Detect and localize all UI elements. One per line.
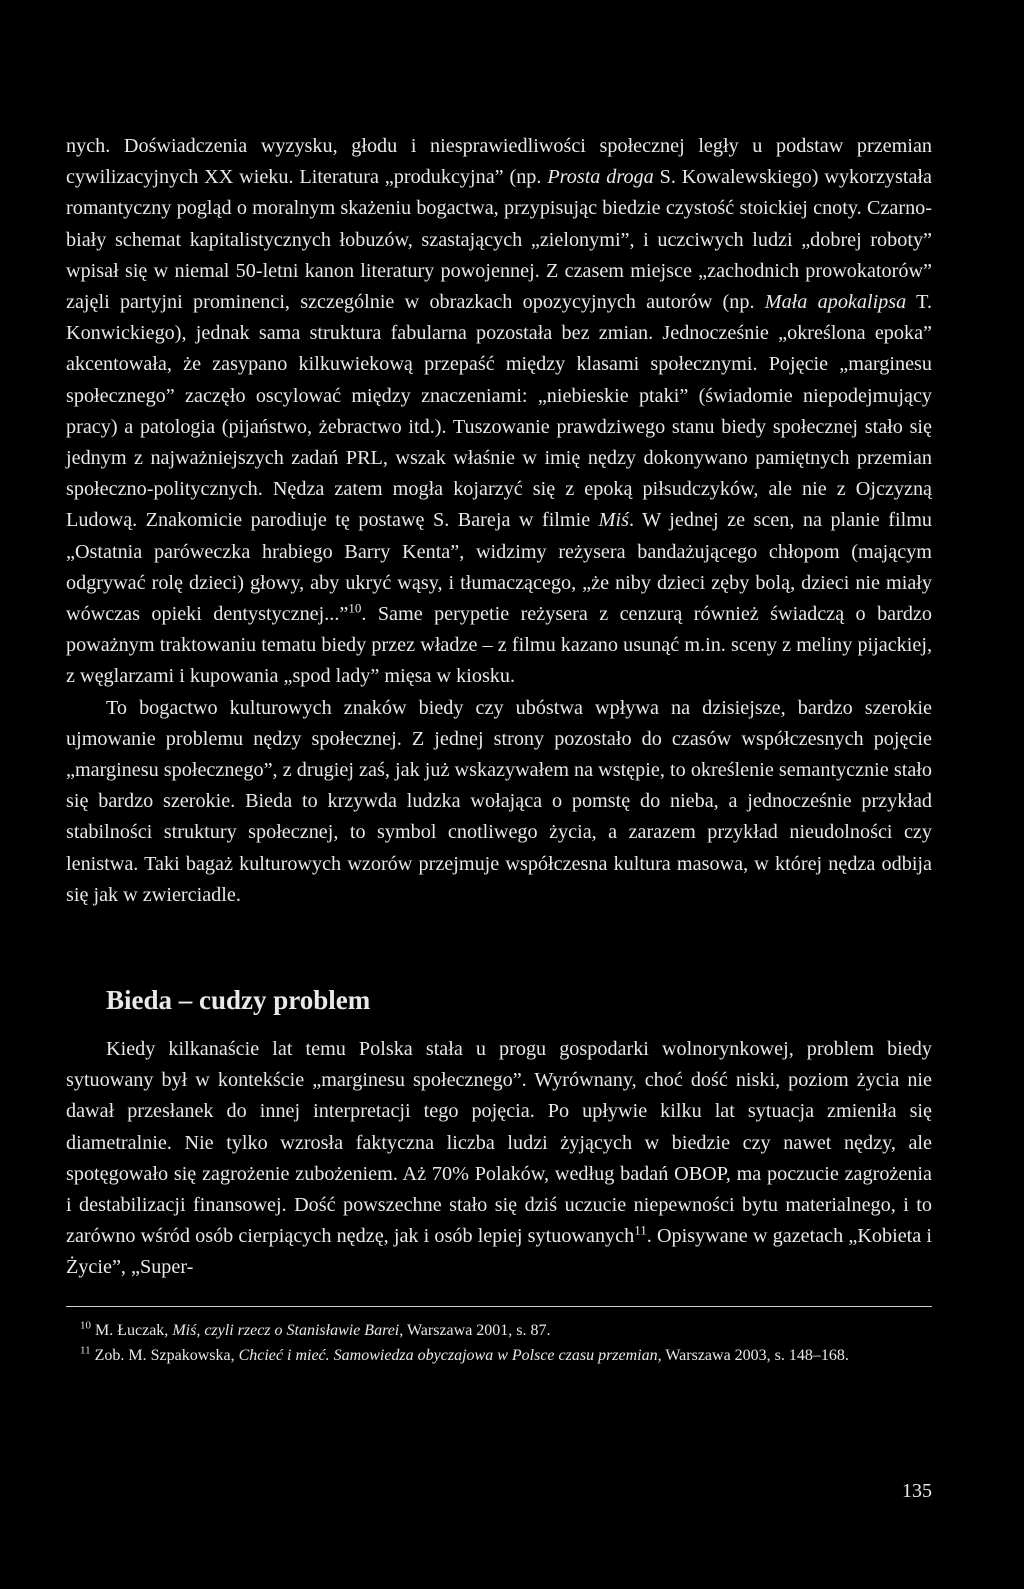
footnote-divider bbox=[66, 1306, 932, 1307]
italic-title: Mała apokalipsa bbox=[764, 291, 907, 314]
section-paragraph bbox=[66, 1034, 932, 1284]
text-run: To bogactwo kulturowych znaków biedy czy ubóstwa wpływa na dzisiejsze, bardzo szerokie ujmowanie problemu nędzy społecznej. Z jednej strony pozostało do czasów współczesnych pojęcie „marginesu społecznego”, z drugiej zaś, jak już wskazywałem na wstępie, to określenie semantycznie stało się bardzo szerokie. Bieda to krzywda ludzka wołająca o pomstę do nieba, a jednocześnie przykład stabilności struktury społecznej, to symbol cnotliwego życia, a zarazem przykład nieudolności czy lenistwa. Taki bagaż kulturowych wzorów przejmuje współczesna kultura masowa, w której nędza odbija się jak w zwierciadle. bbox=[66, 696, 932, 906]
paragraph bbox=[66, 131, 932, 693]
text-run: S. Kowalewskiego) wykorzystała romantyczny pogląd o moralnym skażeniu bogactwa, przypisując biedzie czystość stoickiej cnoty. Czarno-biały schemat kapitalistycznych łobuzów, szastających „zielonymi”, i uczciwych ludzi „dobrej roboty” wpisał się w niemal 50-letni kanon literatury powojennej. Z czasem miejsce „zachodnich prowokatorów” zajęli partyjni prominenci, szczególnie w obrazkach opozycyjnych autorów (np. bbox=[66, 166, 933, 314]
footnote bbox=[80, 1318, 932, 1343]
footnote-ref: 11 bbox=[634, 1222, 647, 1238]
footnote-ref: 10 bbox=[80, 1319, 91, 1332]
text-run: , Warszawa 2001, s. 87. bbox=[399, 1322, 551, 1339]
page-number: 135 bbox=[902, 1480, 932, 1502]
footnote-ref: 10 bbox=[348, 600, 362, 616]
text-run: . W jednej ze scen, na planie filmu „Ostatnia paróweczka hrabiego Barry Kenta”, widzimy reżysera bandażującego chłopom (mającym odgrywać rolę dzieci) głowy, aby ukryć wąsy, i tłumaczącego, „że niby dzieci zęby bolą, dzieci nie miały wówczas opieki dentystycznej...” bbox=[66, 509, 932, 626]
section-heading: Bieda – cudzy problem bbox=[106, 985, 371, 1015]
paragraph bbox=[66, 693, 932, 911]
footnote-ref: 11 bbox=[80, 1344, 91, 1357]
text-run: nych. Doświadczenia wyzysku, głodu i niesprawiedliwości społecznej legły u podstaw przemian cywilizacyjnych XX wieku. Literatura „produkcyjna” (np. bbox=[66, 135, 932, 189]
italic-title: Chcieć i mieć. Samowiedza obyczajowa w Polsce czasu przemian bbox=[238, 1347, 658, 1364]
section-bieda bbox=[66, 980, 932, 1284]
text-run: Zob. M. Szpakowska, bbox=[90, 1347, 239, 1364]
footnotes bbox=[80, 1318, 932, 1368]
footnote bbox=[80, 1343, 932, 1368]
italic-title: Prosta droga bbox=[547, 166, 654, 189]
italic-title: Miś bbox=[598, 509, 629, 532]
text-run: , Warszawa 2003, s. 148–168. bbox=[657, 1347, 849, 1364]
text-run: . Same perypetie reżysera z cenzurą również świadczą o bardzo poważnym traktowaniu tematu biedy przez władze – z filmu kazano usunąć m.in. sceny z meliny pijackiej, z węglarzami i kupowania „spod lady” mięsa w kiosku. bbox=[66, 603, 932, 688]
italic-title: Miś, czyli rzecz o Stanisławie Barei bbox=[172, 1322, 400, 1339]
body-text bbox=[66, 131, 932, 911]
text-run: M. Łuczak, bbox=[91, 1322, 173, 1339]
text-run: Kiedy kilkanaście lat temu Polska stała u progu gospodarki wolnorynkowej, problem biedy sytuowany był w kontekście „marginesu społecznego”. Wyrównany, choć dość niski, poziom życia nie dawał przesłanek do innej interpretacji tego pojęcia. Po upływie kilku lat sytuacja zmieniła się diametralnie. Nie tylko wzrosła faktyczna liczba ludzi żyjących w biedzie czy nawet nędzy, ale spotęgowało się zagrożenie zubożeniem. Aż 70% Polaków, według badań OBOP, ma poczucie zagrożenia i destabilizacji finansowej. Dość powszechne stało się dziś uczucie niepewności bytu materialnego, i to zarówno wśród osób cierpiących nędzę, jak i osób lepiej sytuowanych bbox=[66, 1038, 932, 1248]
text-run: . Opisywane w gazetach „Kobieta i Życie”, „Super- bbox=[66, 1225, 932, 1279]
text-run: T. Konwickiego), jednak sama struktura fabularna pozostała bez zmian. Jednocześnie „określona epoka” akcentowała, że zasypano kilkuwiekową przepaść między klasami społecznymi. Pojęcie „marginesu społecznego” zaczęło oscylować między znaczeniami: „niebieskie ptaki” (świadomie niepodejmujący pracy) a patologia (pijaństwo, żebractwo itd.). Tuszowanie prawdziwego stanu biedy społecznej stało się jednym z najważniejszych zadań PRL, wszak właśnie w imię nędzy dokonywano pamiętnych przemian społeczno-politycznych. Nędza zatem mogła kojarzyć się z epoką piłsudczyków, ale nie z Ojczyzną Ludową. Znakomicie parodiuje tę postawę S. Bareja w filmie bbox=[66, 291, 932, 532]
